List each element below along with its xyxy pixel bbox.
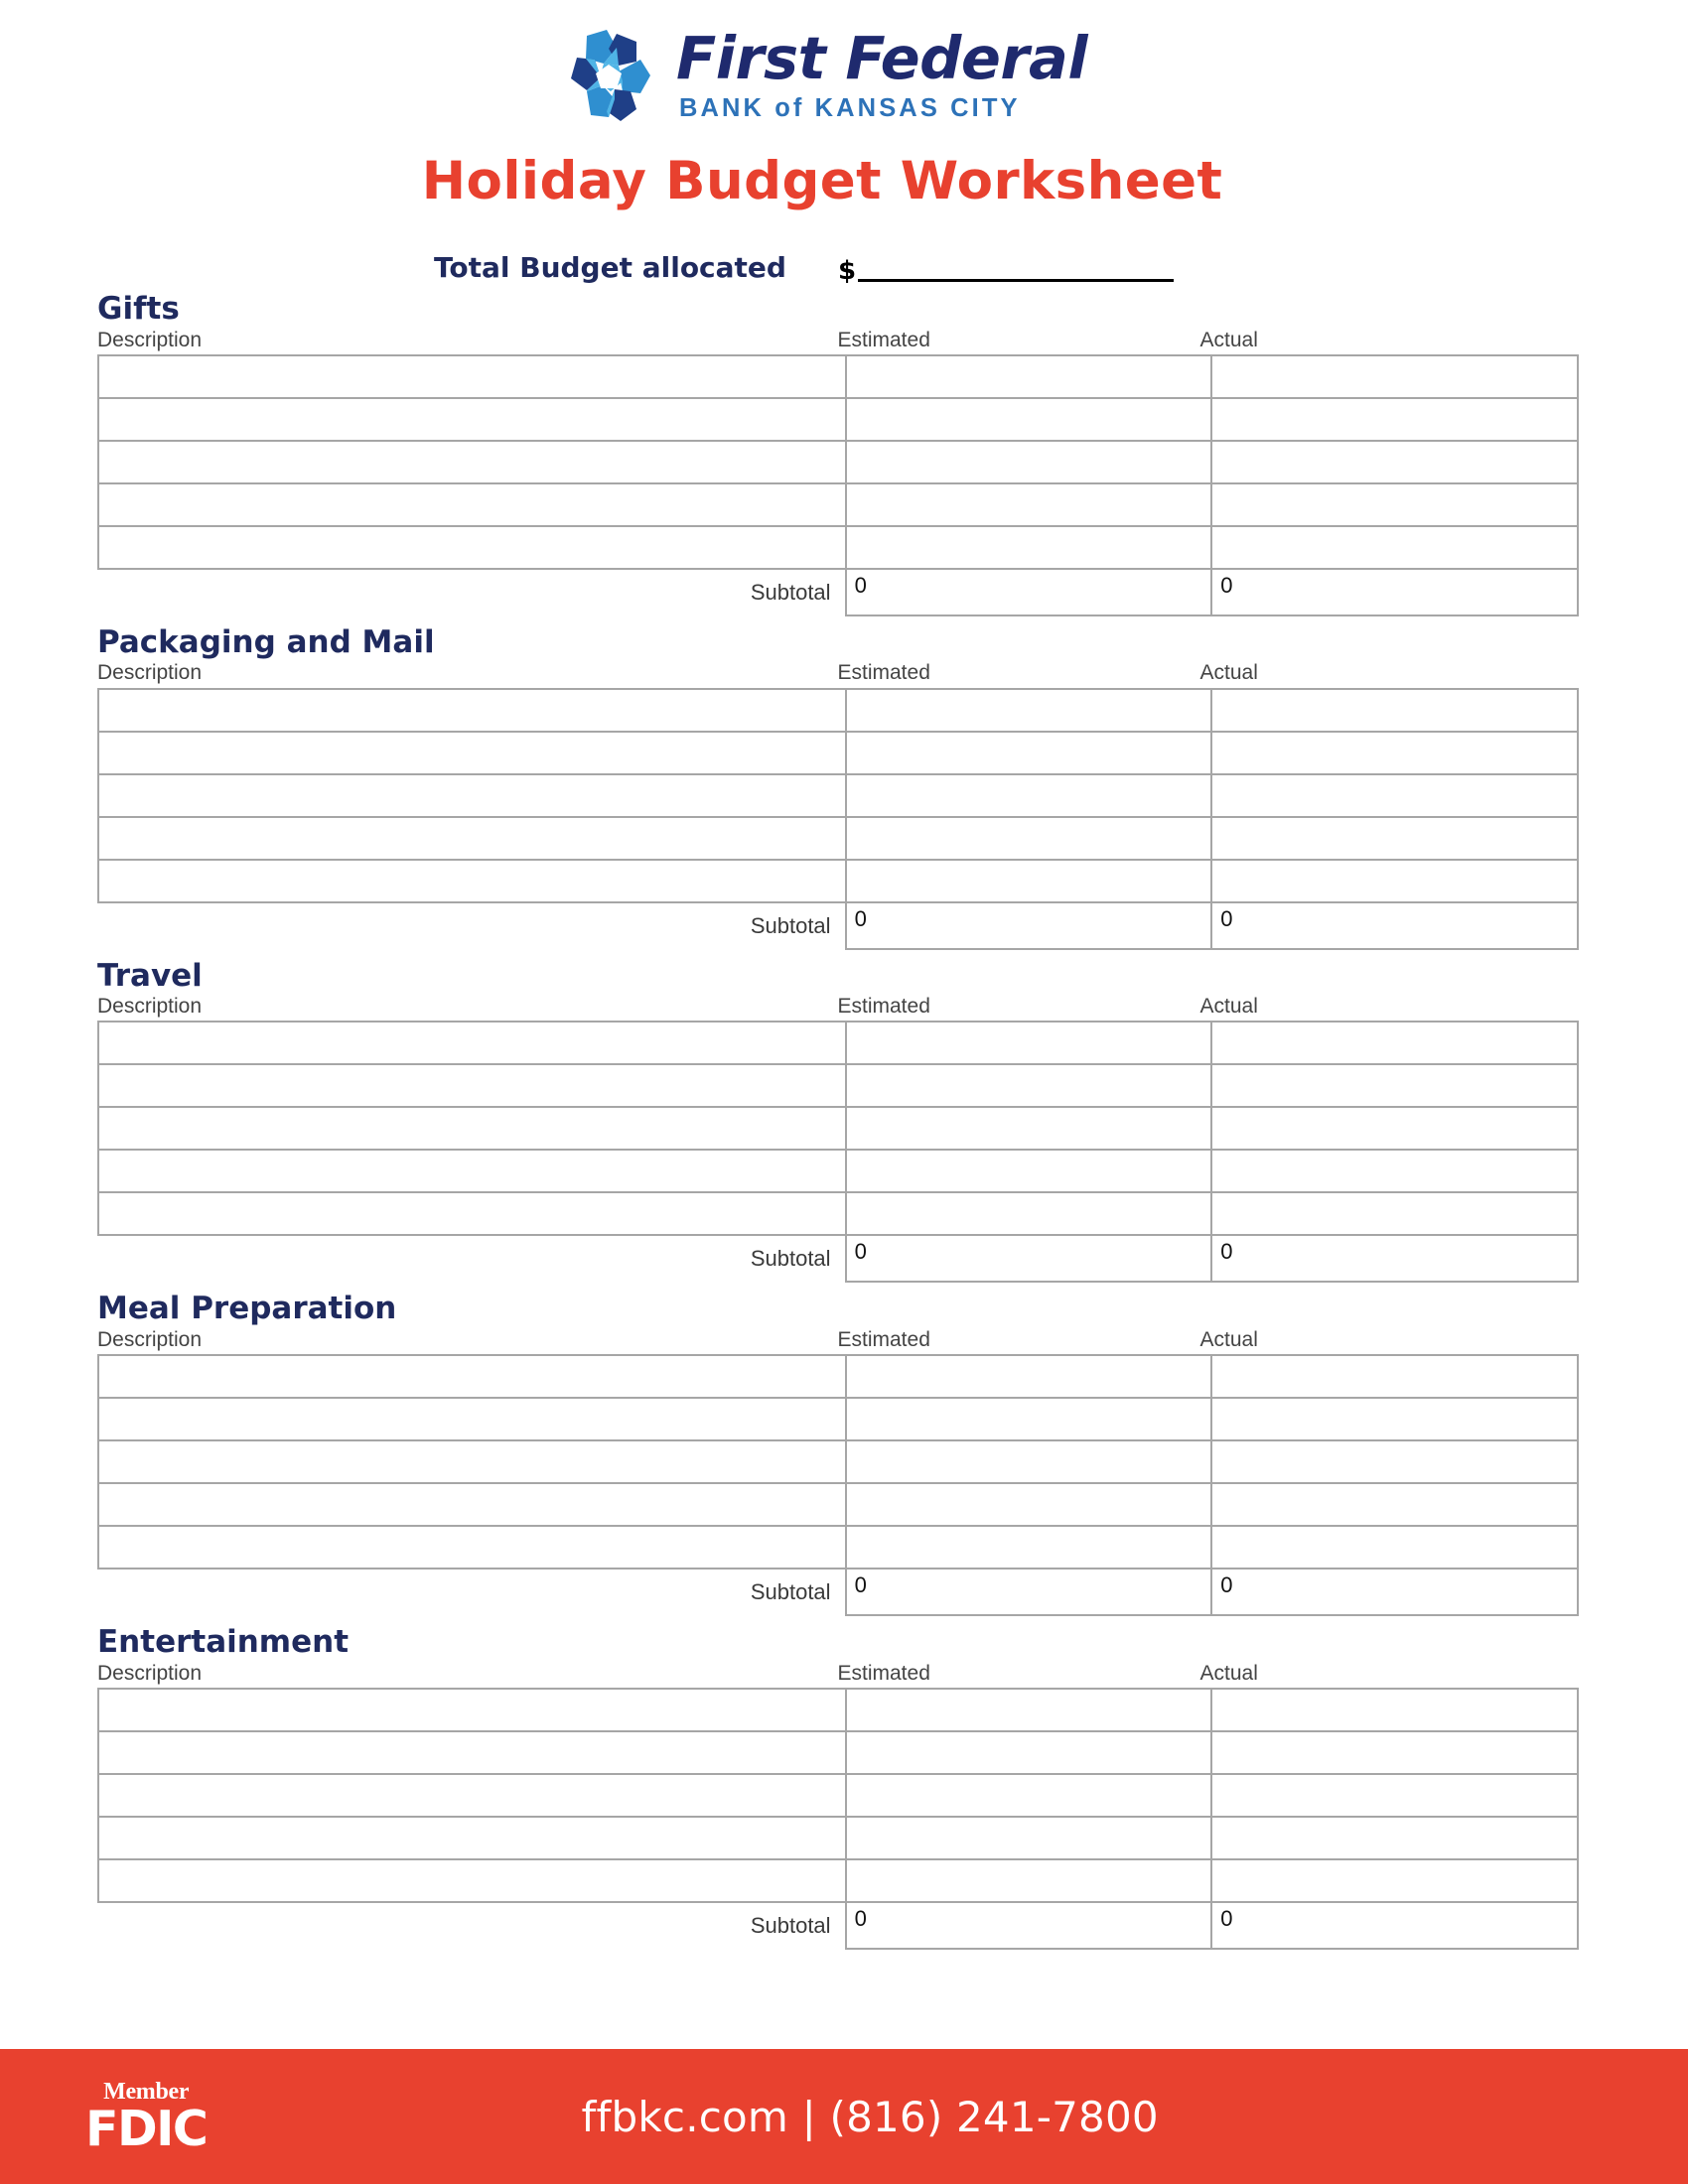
row-actual-cell[interactable] [1211, 1483, 1578, 1526]
section-title: Meal Preparation [97, 1291, 397, 1327]
row-estimated-cell[interactable] [846, 774, 1212, 817]
row-actual-cell[interactable] [1211, 1774, 1578, 1817]
subtotal-actual-value[interactable]: 0 [1211, 1902, 1578, 1949]
row-estimated-cell[interactable] [846, 1107, 1212, 1150]
row-description-cell[interactable] [98, 1398, 846, 1440]
column-header-description: Description [97, 661, 203, 685]
subtotal-label: Subtotal [98, 1902, 846, 1949]
row-description-cell[interactable] [98, 398, 846, 441]
row-actual-cell[interactable] [1211, 1150, 1578, 1192]
row-actual-cell[interactable] [1211, 689, 1578, 732]
row-actual-cell[interactable] [1211, 1355, 1578, 1398]
table-row [98, 526, 1578, 569]
table-row [98, 1859, 1578, 1902]
table-row [98, 1483, 1578, 1526]
brand-subtitle-space [804, 94, 814, 122]
row-actual-cell[interactable] [1211, 355, 1578, 398]
row-estimated-cell[interactable] [846, 732, 1212, 774]
subtotal-actual-value[interactable]: 0 [1211, 902, 1578, 949]
column-headers [97, 1661, 1611, 1688]
budget-section [97, 1616, 1611, 1950]
row-estimated-cell[interactable] [846, 1689, 1212, 1731]
total-budget-label: Total Budget allocated [434, 251, 786, 284]
table-row [98, 441, 1578, 483]
row-estimated-cell[interactable] [846, 1817, 1212, 1859]
row-estimated-cell[interactable] [846, 1440, 1212, 1483]
row-description-cell[interactable] [98, 1150, 846, 1192]
column-header-actual: Actual [1199, 1327, 1258, 1351]
row-actual-cell[interactable] [1211, 1817, 1578, 1859]
table-row [98, 732, 1578, 774]
brand-subtitle-city: KANSAS CITY [814, 94, 1021, 123]
row-estimated-cell[interactable] [846, 483, 1212, 526]
table-row [98, 1355, 1578, 1398]
subtotal-estimated-value[interactable]: 0 [846, 569, 1212, 615]
row-estimated-cell[interactable] [846, 1483, 1212, 1526]
row-description-cell[interactable] [98, 860, 846, 902]
brand-subtitle-of [765, 94, 774, 122]
row-actual-cell[interactable] [1211, 1859, 1578, 1902]
row-estimated-cell[interactable] [846, 441, 1212, 483]
row-actual-cell[interactable] [1211, 1022, 1578, 1064]
budget-table [97, 688, 1579, 950]
row-actual-cell[interactable] [1211, 774, 1578, 817]
row-description-cell[interactable] [98, 1440, 846, 1483]
row-description-cell[interactable] [98, 355, 846, 398]
brand-subtitle-bank: BANK [678, 94, 765, 123]
table-row [98, 689, 1578, 732]
column-header-actual: Actual [1199, 1661, 1258, 1685]
subtotal-actual-value[interactable]: 0 [1211, 1235, 1578, 1282]
row-actual-cell[interactable] [1211, 732, 1578, 774]
budget-table [97, 1354, 1579, 1616]
table-row [98, 483, 1578, 526]
total-budget-input[interactable] [858, 249, 1174, 282]
column-header-estimated: Estimated [837, 661, 930, 685]
column-header-description: Description [97, 1661, 203, 1685]
row-description-cell[interactable] [98, 1526, 846, 1569]
row-description-cell[interactable] [98, 817, 846, 860]
subtotal-actual-value[interactable]: 0 [1211, 1569, 1578, 1615]
column-header-description: Description [97, 995, 203, 1019]
row-estimated-cell[interactable] [846, 1526, 1212, 1569]
subtotal-estimated-value[interactable]: 0 [846, 1235, 1212, 1282]
row-description-cell[interactable] [98, 1064, 846, 1107]
brand-header [0, 0, 1688, 129]
row-actual-cell[interactable] [1211, 817, 1578, 860]
table-row [98, 1107, 1578, 1150]
table-row [98, 774, 1578, 817]
currency-symbol: $ [837, 256, 857, 286]
budget-section [97, 950, 1611, 1284]
table-row [98, 1817, 1578, 1859]
table-row [98, 1398, 1578, 1440]
table-row [98, 860, 1578, 902]
row-estimated-cell[interactable] [846, 689, 1212, 732]
row-estimated-cell[interactable] [846, 1150, 1212, 1192]
row-description-cell[interactable] [98, 732, 846, 774]
column-header-actual: Actual [1199, 995, 1258, 1019]
table-row [98, 1192, 1578, 1235]
column-headers [97, 328, 1611, 354]
footer-contact[interactable]: ffbkc.com | (816) 241-7800 [581, 2092, 1159, 2141]
subtotal-estimated-value[interactable]: 0 [846, 1569, 1212, 1615]
row-estimated-cell[interactable] [846, 1355, 1212, 1398]
row-description-cell[interactable] [98, 774, 846, 817]
column-header-estimated: Estimated [837, 995, 930, 1019]
section-title: Travel [97, 957, 203, 994]
row-estimated-cell[interactable] [846, 1731, 1212, 1774]
table-row [98, 1064, 1578, 1107]
budget-sections [0, 283, 1688, 1950]
column-headers [97, 994, 1611, 1021]
budget-section [97, 1283, 1611, 1616]
subtotal-label: Subtotal [98, 902, 846, 949]
section-title: Packaging and Mail [97, 623, 435, 660]
first-federal-pentagon-logo-icon [557, 26, 660, 129]
subtotal-label: Subtotal [98, 1569, 846, 1615]
table-row [98, 1526, 1578, 1569]
budget-section [97, 616, 1611, 950]
column-header-estimated: Estimated [837, 1327, 930, 1351]
budget-table [97, 1021, 1579, 1283]
budget-table [97, 354, 1579, 616]
section-title: Gifts [97, 291, 180, 327]
brand-name: First Federal [675, 24, 1088, 93]
row-description-cell[interactable] [98, 483, 846, 526]
table-row [98, 1731, 1578, 1774]
row-description-cell[interactable] [98, 1689, 846, 1731]
row-description-cell[interactable] [98, 441, 846, 483]
column-header-estimated: Estimated [837, 1661, 930, 1685]
row-estimated-cell[interactable] [846, 1859, 1212, 1902]
row-actual-cell[interactable] [1211, 1526, 1578, 1569]
subtotal-actual-value[interactable]: 0 [1211, 569, 1578, 615]
row-description-cell[interactable] [98, 1731, 846, 1774]
row-description-cell[interactable] [98, 1022, 846, 1064]
table-row [98, 1440, 1578, 1483]
total-budget-row [0, 249, 1688, 286]
row-description-cell[interactable] [98, 1192, 846, 1235]
row-description-cell[interactable] [98, 689, 846, 732]
budget-table [97, 1688, 1579, 1950]
row-actual-cell[interactable] [1211, 1398, 1578, 1440]
subtotal-row [98, 1235, 1578, 1282]
row-description-cell[interactable] [98, 1859, 846, 1902]
column-header-description: Description [97, 1327, 203, 1351]
subtotal-row [98, 1569, 1578, 1615]
row-estimated-cell[interactable] [846, 817, 1212, 860]
row-actual-cell[interactable] [1211, 1689, 1578, 1731]
column-header-description: Description [97, 328, 203, 351]
row-estimated-cell[interactable] [846, 526, 1212, 569]
table-row [98, 1689, 1578, 1731]
row-description-cell[interactable] [98, 1483, 846, 1526]
budget-section [97, 283, 1611, 616]
row-description-cell[interactable] [98, 1107, 846, 1150]
table-row [98, 817, 1578, 860]
page-footer [0, 2049, 1688, 2184]
subtotal-row [98, 1902, 1578, 1949]
row-description-cell[interactable] [98, 526, 846, 569]
row-estimated-cell[interactable] [846, 1192, 1212, 1235]
table-row [98, 1774, 1578, 1817]
table-row [98, 1150, 1578, 1192]
row-actual-cell[interactable] [1211, 441, 1578, 483]
column-headers [97, 660, 1611, 687]
row-description-cell[interactable] [98, 1817, 846, 1859]
row-description-cell[interactable] [98, 1355, 846, 1398]
subtotal-row [98, 902, 1578, 949]
row-estimated-cell[interactable] [846, 355, 1212, 398]
column-header-estimated: Estimated [837, 328, 930, 351]
fdic-member-label: Member [103, 2079, 190, 2105]
brand-subtitle [676, 96, 1087, 122]
row-estimated-cell[interactable] [846, 1774, 1212, 1817]
row-actual-cell[interactable] [1211, 860, 1578, 902]
table-row [98, 355, 1578, 398]
row-description-cell[interactable] [98, 1774, 846, 1817]
row-estimated-cell[interactable] [846, 1398, 1212, 1440]
row-actual-cell[interactable] [1211, 398, 1578, 441]
page-title: Holiday Budget Worksheet [421, 151, 1223, 211]
section-title: Entertainment [97, 1624, 350, 1661]
row-actual-cell[interactable] [1211, 1440, 1578, 1483]
subtotal-label: Subtotal [98, 569, 846, 615]
row-actual-cell[interactable] [1211, 1064, 1578, 1107]
table-row [98, 1022, 1578, 1064]
column-header-actual: Actual [1199, 328, 1258, 351]
column-headers [97, 1327, 1611, 1354]
subtotal-row [98, 569, 1578, 615]
brand-subtitle-of-word: of [774, 94, 805, 123]
row-actual-cell[interactable] [1211, 1107, 1578, 1150]
subtotal-estimated-value[interactable]: 0 [846, 902, 1212, 949]
column-header-actual: Actual [1199, 661, 1258, 685]
row-actual-cell[interactable] [1211, 1731, 1578, 1774]
subtotal-estimated-value[interactable]: 0 [846, 1902, 1212, 1949]
row-actual-cell[interactable] [1211, 483, 1578, 526]
row-estimated-cell[interactable] [846, 860, 1212, 902]
row-actual-cell[interactable] [1211, 1192, 1578, 1235]
row-actual-cell[interactable] [1211, 526, 1578, 569]
fdic-name-label: FDIC [85, 2101, 208, 2157]
row-estimated-cell[interactable] [846, 398, 1212, 441]
subtotal-label: Subtotal [98, 1235, 846, 1282]
row-estimated-cell[interactable] [846, 1022, 1212, 1064]
row-estimated-cell[interactable] [846, 1064, 1212, 1107]
table-row [98, 398, 1578, 441]
